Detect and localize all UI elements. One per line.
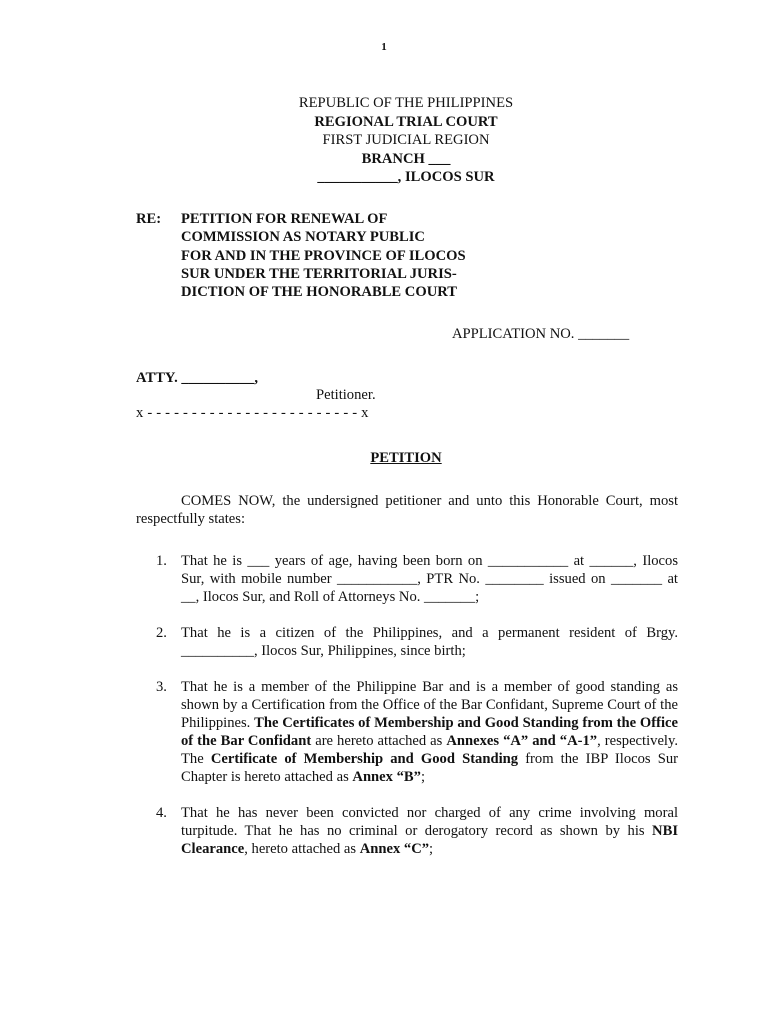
court-header	[0, 94, 768, 187]
item-bold-text: NBI Clearance	[181, 823, 678, 857]
caption-separator: x - - - - - - - - - - - - - - - - - - - - - - - - x	[136, 405, 369, 421]
item-text: ;	[429, 841, 434, 857]
item-bold-text: Annex “C”	[359, 841, 430, 857]
item-text: , respectively. The	[181, 733, 678, 767]
list-item	[136, 804, 678, 858]
item-number: 2.	[156, 625, 167, 641]
re-line: COMMISSION AS NOTARY PUBLIC	[181, 229, 425, 246]
item-bold-text: The Certificates of Membership and Good Standing from the Office of the Bar Confidant	[181, 715, 678, 749]
re-line: DICTION OF THE HONORABLE COURT	[181, 284, 457, 301]
document-title: PETITION	[370, 450, 442, 466]
item-text: That he is a member of the Philippine Bar and is a member of good standing as shown by a Certification from the Office of the Bar Confidant, Supreme Court of the Philippines.	[181, 679, 678, 731]
item-number: 1.	[156, 553, 167, 569]
header-branch: BRANCH ___	[361, 150, 451, 167]
list-item	[136, 678, 678, 786]
re-line: SUR UNDER THE TERRITORIAL JURIS-	[181, 265, 457, 282]
item-bold-text: Certificate of Membership and Good Standing	[210, 751, 519, 767]
header-court: REGIONAL TRIAL COURT	[314, 113, 498, 130]
re-line: PETITION FOR RENEWAL OF	[181, 211, 388, 227]
item-text: That he is a citizen of the Philippines, and a permanent resident of Brgy. __________, Ilocos Sur, Philippines, since birth;	[181, 625, 678, 659]
item-number: 3.	[156, 679, 167, 695]
petitioner-label: Petitioner.	[316, 387, 376, 403]
petitioner-name: ATTY. __________,	[136, 370, 259, 386]
item-text: That he is ___ years of age, having been born on ___________ at ______, Ilocos Sur, with mobile number ___________, PTR No. ________ issued on _______ at __, Ilocos Sur, and Roll of Attorneys No. _______;	[181, 553, 678, 605]
item-text: ;	[420, 769, 425, 785]
item-text: are hereto attached as	[311, 733, 447, 749]
item-number: 4.	[156, 805, 167, 821]
header-region: FIRST JUDICIAL REGION	[322, 132, 490, 148]
item-bold-text: Annex “B”	[352, 769, 421, 785]
item-text: , hereto attached as	[244, 841, 360, 857]
item-text: That he has never been convicted nor charged of any crime involving moral turpitude. That he has no criminal or derogatory record as shown by his	[181, 805, 678, 839]
re-label: RE:	[136, 211, 162, 227]
list-item	[136, 552, 678, 606]
header-location: ___________, ILOCOS SUR	[317, 169, 495, 185]
item-text: from the IBP Ilocos Sur Chapter is hereto attached as	[181, 751, 678, 785]
application-number: APPLICATION NO. _______	[452, 326, 630, 342]
re-subject	[181, 210, 561, 301]
header-republic: REPUBLIC OF THE PHILIPPINES	[298, 95, 514, 111]
intro-paragraph: COMES NOW, the undersigned petitioner and unto this Honorable Court, most respectfully states:	[136, 493, 678, 527]
item-bold-text: Annexes “A” and “A-1”	[446, 733, 598, 749]
page-number: 1	[381, 41, 387, 53]
list-item	[136, 624, 678, 660]
re-line: FOR AND IN THE PROVINCE OF ILOCOS	[181, 247, 466, 264]
numbered-list	[136, 552, 678, 876]
